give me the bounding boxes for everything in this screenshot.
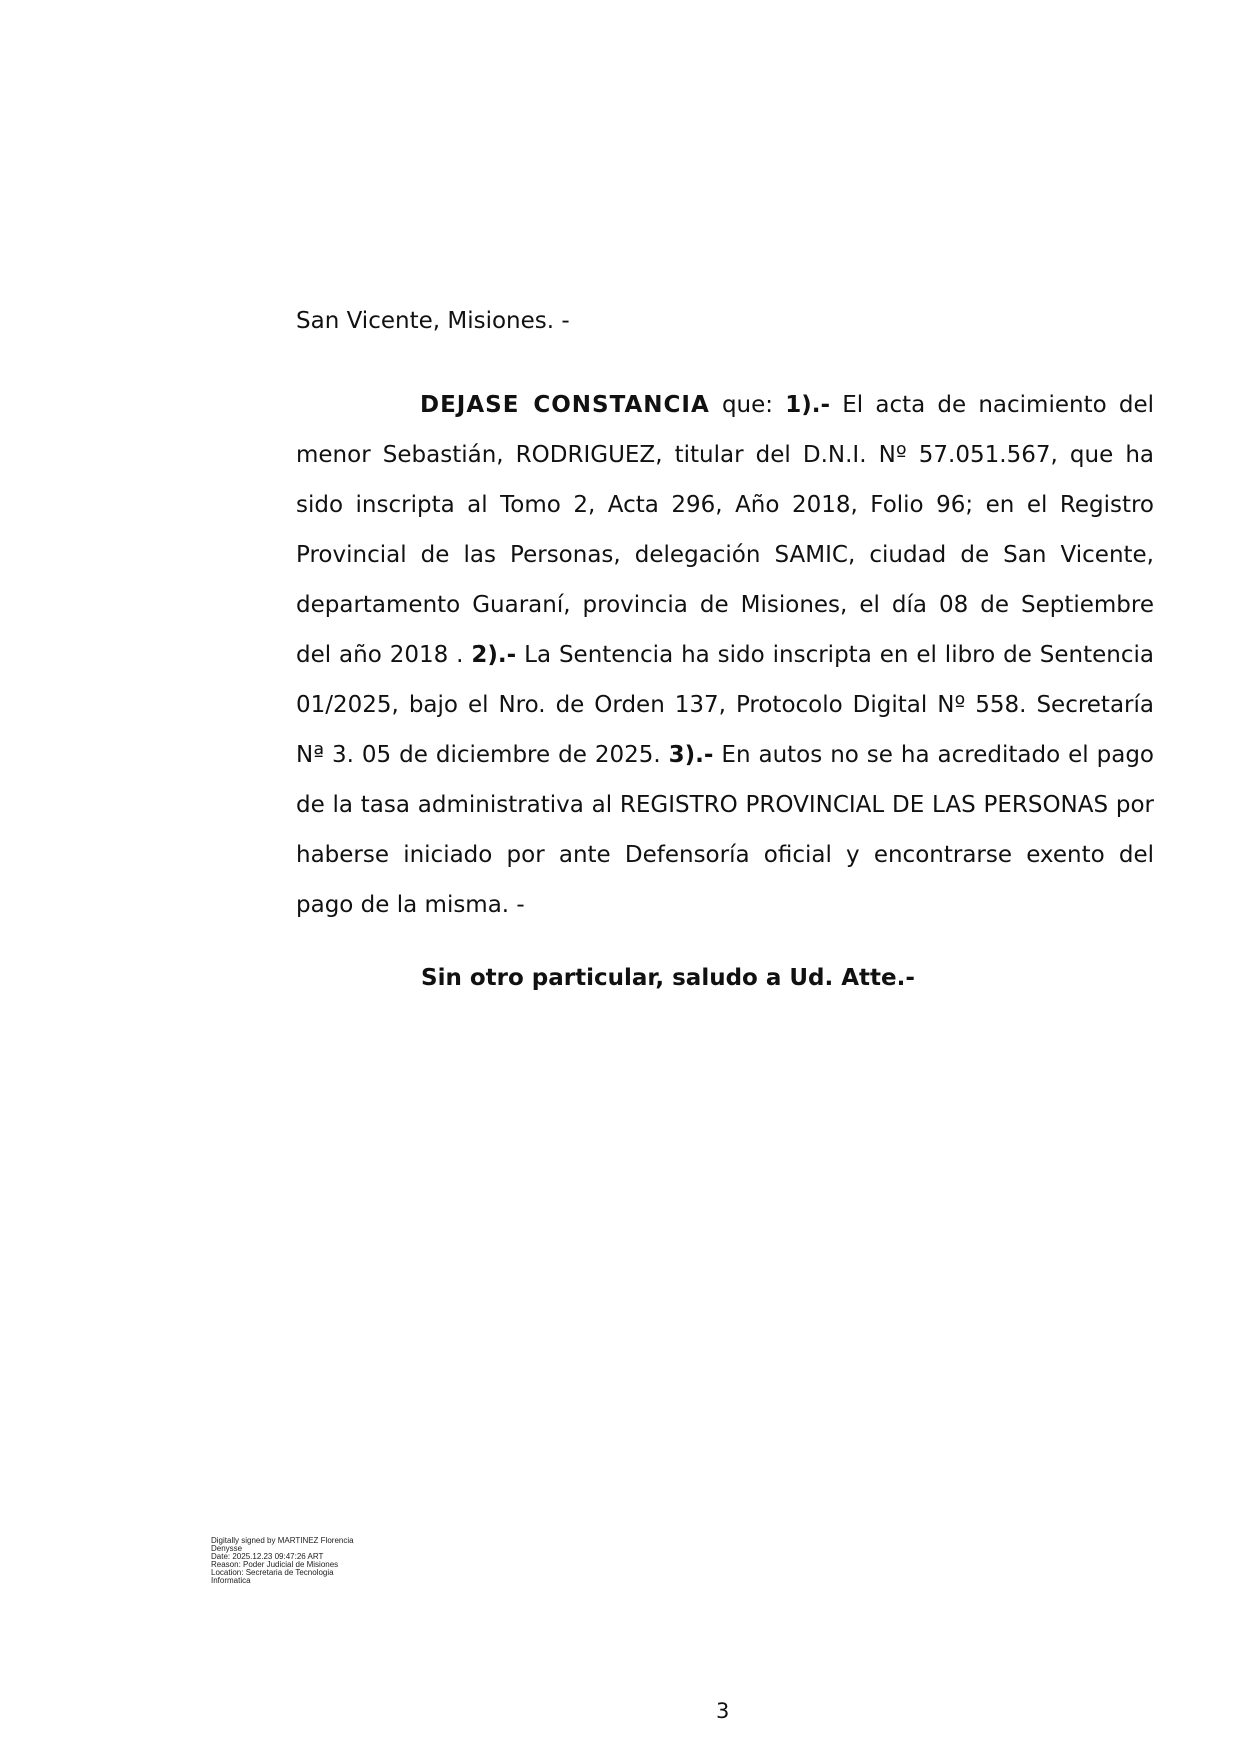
item2-text: La Sentencia ha sido inscripta en el libro de Sentencia 01/2025, bajo el Nro. de Orden 137, Protocolo Digital Nº 558. Secretaría Nª 3. 05 de diciembre de 2025. [296, 642, 1154, 768]
page-number: 3 [716, 1699, 730, 1723]
item1-label: 1).- [785, 392, 831, 418]
item3-label: 3).- [668, 742, 714, 768]
item2-label: 2).- [471, 642, 517, 668]
signature-line: Denysse [211, 1544, 243, 1553]
item3-text: En autos no se ha acreditado el pago de la tasa administrativa al REGISTRO PROVINCIAL DE LAS PERSONAS por haberse iniciado por ante Defensoría oficial y encontrarse exento del pago de la misma. - [296, 742, 1154, 918]
location-line: San Vicente, Misiones. - [296, 308, 570, 334]
item1-text: El acta de nacimiento del menor Sebastián, RODRIGUEZ, titular del D.N.I. Nº 57.051.567, que ha sido inscripta al Tomo 2, Acta 296, Año 2018, Folio 96; en el Registro Provincial de las Personas, delegación SAMIC, ciudad de San Vicente, departamento Guaraní, provincia de Misiones, el día 08 de Septiembre del año 2018 . [296, 392, 1154, 668]
signature-line: Digitally signed by MARTINEZ Florencia [211, 1536, 354, 1545]
signature-line: Location: Secretaria de Tecnologia [211, 1568, 334, 1577]
closing-salutation: Sin otro particular, saludo a Ud. Atte.- [421, 965, 915, 991]
que-text: que: [709, 392, 786, 418]
signature-line: Informatica [211, 1576, 251, 1585]
constancia-paragraph [296, 380, 1154, 930]
signature-line: Date: 2025.12.23 09:47:26 ART [211, 1552, 324, 1561]
signature-line: Reason: Poder Judicial de Misiones [211, 1560, 339, 1569]
lead-heading: DEJASE CONSTANCIA [420, 392, 710, 418]
digital-signature-block [211, 1537, 371, 1585]
